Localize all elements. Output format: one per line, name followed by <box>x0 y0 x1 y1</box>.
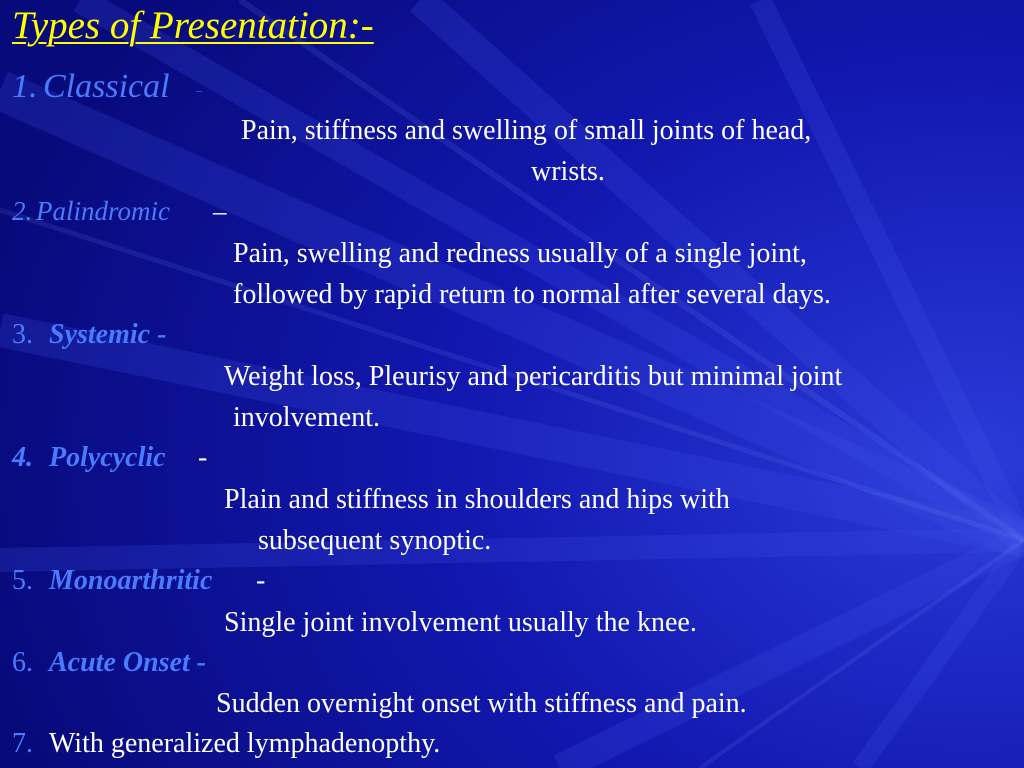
item-name: Classical <box>43 68 170 105</box>
item-description-line: followed by rapid return to normal after several days. <box>233 279 831 310</box>
item-name: Monoarthritic <box>49 565 213 596</box>
item-name: Systemic - <box>49 319 167 350</box>
item-description-line: subsequent synoptic. <box>258 525 492 556</box>
item-description-line: wrists. <box>531 156 605 187</box>
item-description-line: Plain and stiffness in shoulders and hips with <box>224 484 730 515</box>
item-separator: – <box>213 196 227 226</box>
item-number: 4. <box>12 442 33 473</box>
item-description-line: Pain, stiffness and swelling of small joints of head, <box>241 115 812 146</box>
item-number: 3. <box>12 319 33 350</box>
item-number: 2. <box>12 196 33 226</box>
item-separator: - <box>198 442 208 473</box>
item-number: 1. <box>12 68 38 105</box>
item-name: Acute Onset - <box>49 647 207 678</box>
item-number: 7. <box>12 728 33 759</box>
item-name: Polycyclic <box>49 442 166 473</box>
item-number: 6. <box>12 647 33 678</box>
item-description-line: Single joint involvement usually the knee. <box>224 607 697 638</box>
slide-title: Types of Presentation:- <box>12 4 374 47</box>
item-separator: - <box>256 565 266 596</box>
item-description-line: involvement. <box>233 402 380 433</box>
item-description-line: Weight loss, Pleurisy and pericarditis but minimal joint <box>224 361 843 392</box>
item-description-line: Pain, swelling and redness usually of a single joint, <box>233 238 807 269</box>
item-number: 5. <box>12 565 33 596</box>
item-name: Palindromic <box>36 196 170 226</box>
item-description-line: With generalized lymphadenopthy. <box>49 728 441 759</box>
item-separator: – <box>196 83 202 97</box>
item-description-line: Sudden overnight onset with stiffness and pain. <box>216 688 747 719</box>
